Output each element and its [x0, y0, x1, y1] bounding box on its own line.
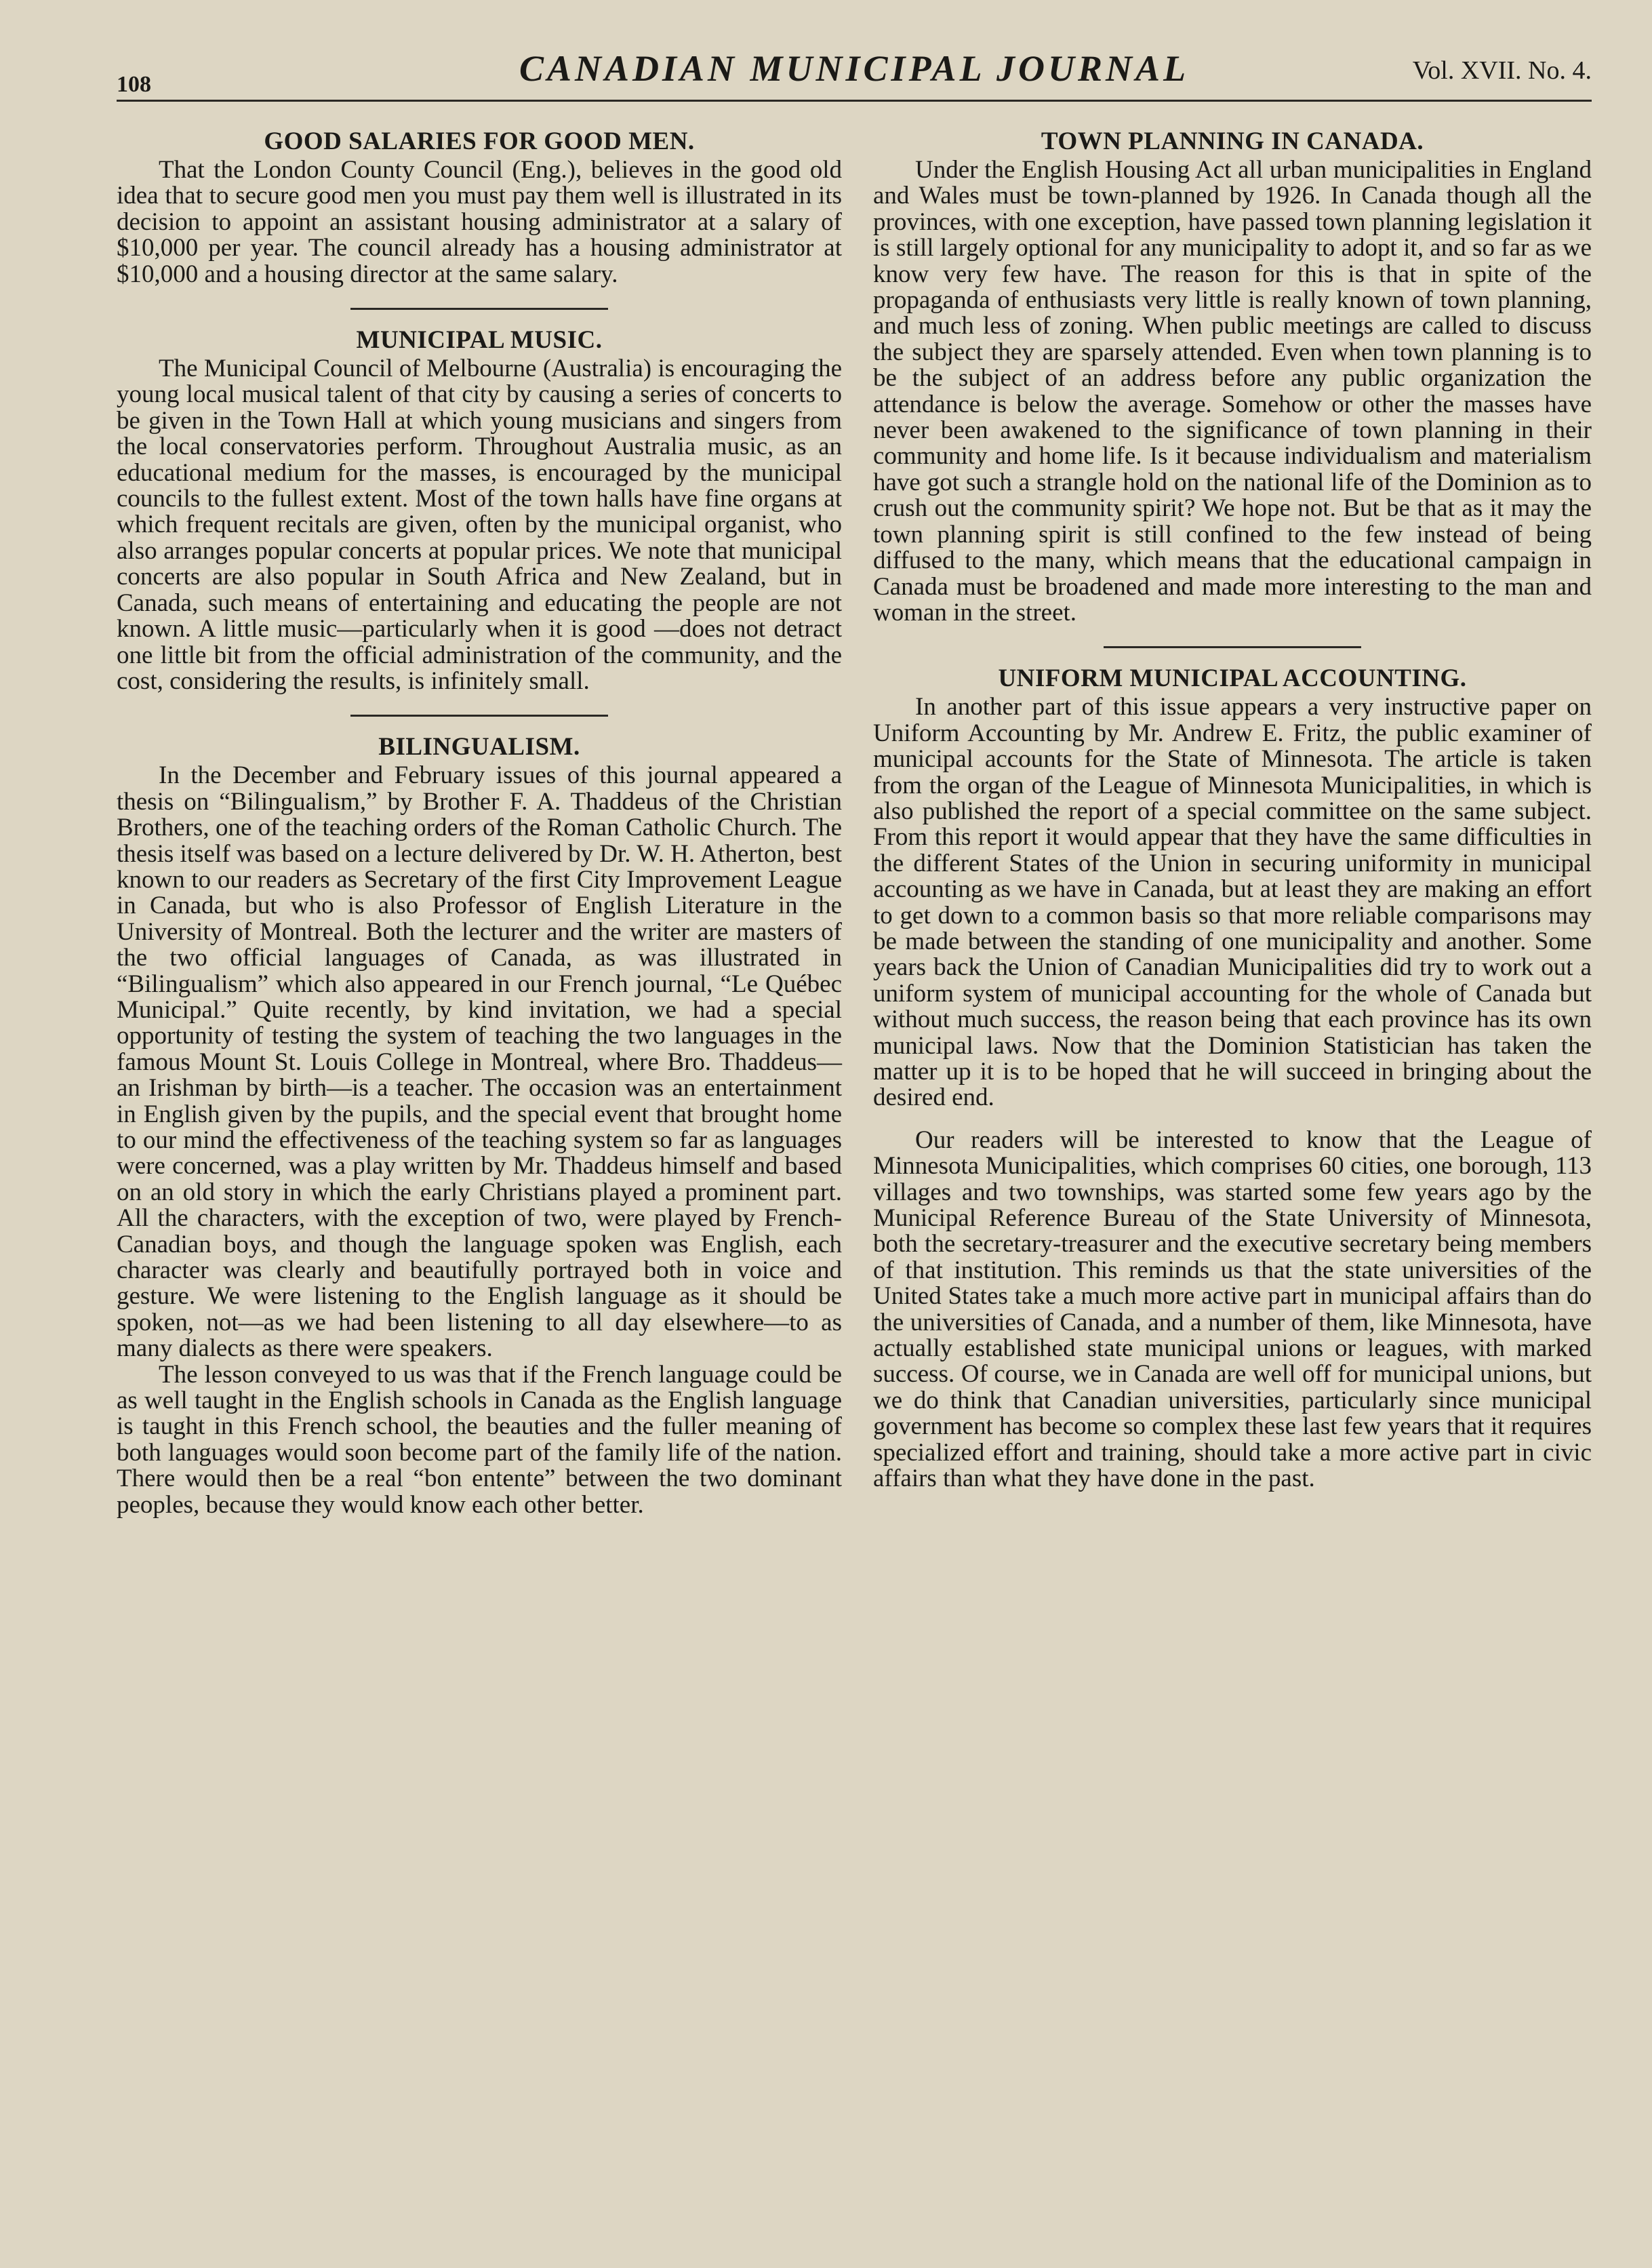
- article-heading: GOOD SALARIES FOR GOOD MEN.: [264, 127, 695, 155]
- article-uniform-accounting: [873, 663, 1592, 1492]
- article-divider: [350, 715, 608, 717]
- article-heading: TOWN PLANNING IN CANADA.: [1041, 127, 1424, 155]
- article-paragraph: Our readers will be interested to know that the League of Minnesota Municipalities, which comprises 60 cities, one borough, 113 villages and two townships, was started some few years ago by the Municipal Reference Bureau of the State University of Minnesota, both the secretary-treasurer and the executive secretary being members of that institution. This reminds us that the state universities of the United States take a much more active part in municipal affairs than do the universities of Canada, and a number of them, like Minnesota, have actually established state municipal unions or leagues, with marked success. Of course, we in Canada are well off for municipal unions, but we do think that Canadian universities, particularly since municipal government has become so complex these last few years that it requires specialized effort and training, should take a more active part in civic affairs than what they have done in the past.: [873, 1126, 1592, 1493]
- article-municipal-music: [117, 325, 842, 694]
- article-paragraph: Under the English Housing Act all urban municipalities in England and Wales must be town-planned by 1926. In Canada though all the provinces, with one exception, have passed town planning legislation it is still largely optional for any municipality to adopt it, and so far as we know very few have. The reason for this is that in spite of the propaganda of enthusiasts very little is really known of town planning, and much less of zoning. When public meetings are called to discuss the subject they are sparsely attended. Even when town planning is to be the subject of an address before any public organization the attendance is below the average. Somehow or other the masses have never been awakened to the significance of town planning in their community and home life. Is it because individualism and materialism have got such a strangle hold on the national life of the Dominion as to crush out the community spirit? We hope not. But be that as it may the town planning spirit is still confined to the few instead of being diffused to the many, which means that the educational campaign in Canada must be broadened and made more interesting to the man and woman in the street.: [873, 156, 1592, 626]
- article-heading: UNIFORM MUNICIPAL ACCOUNTING.: [998, 664, 1467, 693]
- right-column: [873, 126, 1592, 1492]
- article-divider: [1104, 646, 1361, 648]
- left-column: [117, 126, 842, 1518]
- article-good-salaries: [117, 126, 842, 287]
- article-heading: BILINGUALISM.: [378, 733, 580, 761]
- page-header: [117, 45, 1592, 99]
- article-paragraph: The lesson conveyed to us was that if the French language could be as well taught in the English schools in Canada as the English language is taught in this French school, the beauties and the fuller meaning of both languages would soon become part of the family life of the nation. There would then be a real “bon entente” between the two dominant peoples, because they would know each other better.: [117, 1360, 842, 1519]
- article-paragraph: That the London County Council (Eng.), believes in the good old idea that to secure good men you must pay them well is illustrated in its decision to appoint an assistant housing administrator at a salary of $10,000 per year. The council already has a housing administrator at $10,000 and a housing director at the same salary.: [117, 156, 842, 288]
- article-heading: MUNICIPAL MUSIC.: [356, 326, 603, 355]
- article-town-planning: [873, 126, 1592, 626]
- header-rule: [117, 100, 1592, 102]
- article-divider: [350, 308, 608, 310]
- paragraph-gap: [873, 1111, 1592, 1128]
- page-number: 108: [117, 72, 151, 97]
- article-paragraph: In the December and February issues of this journal appeared a thesis on “Bilingualism,” by Brother F. A. Thaddeus of the Christian Brothers, one of the teaching orders of the Roman Catholic Church. The thesis itself was based on a lecture delivered by Dr. W. H. Atherton, best known to our readers as Secretary of the first City Improvement League in Canada, but who is also Professor of English Literature in the University of Montreal. Both the lecturer and the writer are masters of the two official languages of Canada, as was illustrated in “Bilingualism” which also appeared in our French journal, “Le Québec Municipal.” Quite recently, by kind invitation, we had a special opportunity of testing the system of teaching the two languages in the famous Mount St. Louis College in Montreal, where Bro. Thaddeus—an Irishman by birth—is a teacher. The occasion was an entertainment in English given by the pupils, and the special event that brought home to our mind the effectiveness of the teaching system so far as languages were concerned, was a play written by Mr. Thaddeus himself and based on an old story in which the early Christians played a prominent part. All the characters, with the exception of two, were played by French-Canadian boys, and though the language spoken was English, each character was clearly and beautifully portrayed both in voice and gesture. We were listening to the English language as it should be spoken, not—as we had been listening to all day elsewhere—to as many dialects as there were speakers.: [117, 761, 842, 1363]
- volume-number: Vol. XVII. No. 4.: [1412, 56, 1592, 85]
- journal-title: CANADIAN MUNICIPAL JOURNAL: [519, 48, 1190, 89]
- article-paragraph: The Municipal Council of Melbourne (Australia) is encouraging the young local musical talent of that city by causing a series of concerts to be given in the Town Hall at which young musicians and singers from the local conservatories perform. Throughout Australia music, as an educational medium for the masses, is encouraged by the municipal councils to the fullest extent. Most of the town halls have fine organs at which frequent recitals are given, often by the municipal organist, who also arranges popular concerts at popular prices. We note that municipal concerts are also popular in South Africa and New Zealand, but in Canada, such means of entertaining and educating the people are not known. A little music—particularly when it is good —does not detract one little bit from the official administration of the community, and the cost, considering the results, is infinitely small.: [117, 355, 842, 695]
- article-bilingualism: [117, 732, 842, 1518]
- article-paragraph: In another part of this issue appears a very instructive paper on Uniform Accounting by Mr. Andrew E. Fritz, the public examiner of municipal accounts for the State of Minnesota. The article is taken from the organ of the League of Minnesota Municipalities, in which is also published the report of a special committee on the same subject. From this report it would appear that they have the same difficulties in the different States of the Union in securing uniformity in municipal accounting as we have in Canada, but at least they are making an effort to get down to a common basis so that more reliable comparisons may be made between the standing of one municipality and another. Some years back the Union of Canadian Municipalities did try to work out a uniform system of municipal accounting for the whole of Canada but without much success, the reason being that each province has its own municipal laws. Now that the Dominion Statistician has taken the matter up it is to be hoped that he will succeed in bringing about the desired end.: [873, 693, 1592, 1112]
